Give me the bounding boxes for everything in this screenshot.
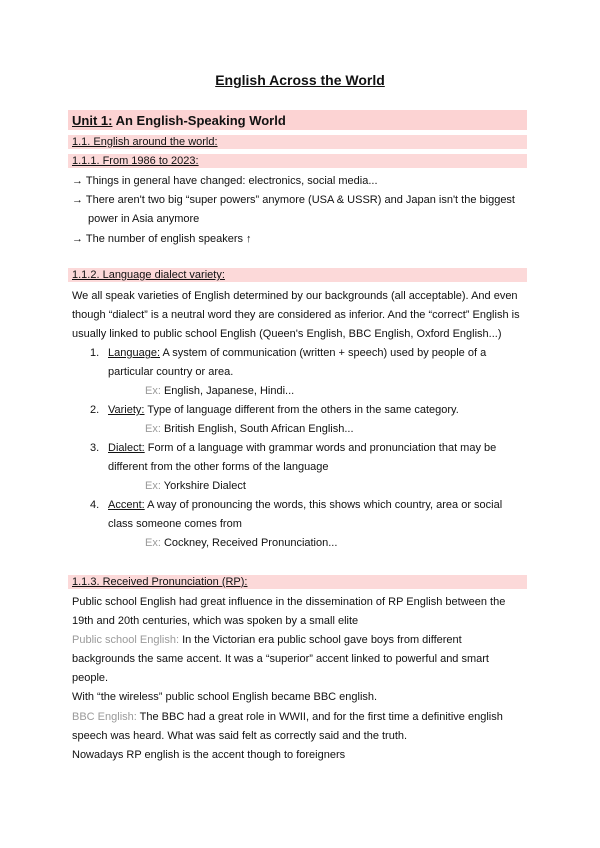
section-heading-1-1-1: 1.1.1. From 1986 to 2023: xyxy=(72,155,199,167)
paragraph-line: usually linked to public school English (Queen's English, BBC English, Oxford English...) xyxy=(72,328,502,340)
example xyxy=(145,536,337,550)
paragraph-line: backgrounds the same accent. It was a “superior” accent linked to powerful and smart xyxy=(72,653,489,665)
paragraph-line xyxy=(72,710,503,724)
term: Variety: xyxy=(108,404,145,416)
section-heading-1-1-2: 1.1.2. Language dialect variety: xyxy=(72,269,225,281)
inline-text: In the Victorian era public school gave boys from different xyxy=(179,634,462,646)
inline-label: Public school English: xyxy=(72,634,180,646)
bullet-line: → The number of english speakers ↑ xyxy=(72,233,252,245)
definition: A system of communication (written + speech) used by people of a xyxy=(160,347,487,359)
list-item xyxy=(108,498,502,512)
term: Language: xyxy=(108,347,160,359)
term: Accent: xyxy=(108,499,145,511)
list-item-continuation: class someone comes from xyxy=(108,518,242,530)
example-text: British English, South African English... xyxy=(160,423,354,435)
inline-text: The BBC had a great role in WWII, and for the first time a definitive english xyxy=(136,711,503,723)
unit-title: An English-Speaking World xyxy=(112,113,286,128)
unit-label: Unit 1: xyxy=(72,113,113,128)
list-item xyxy=(108,346,486,360)
example-label: Ex: xyxy=(145,385,161,397)
bullet-line: power in Asia anymore xyxy=(88,213,200,225)
document-title: English Across the World xyxy=(215,72,385,88)
list-number: 2. xyxy=(90,404,100,416)
bullet-line: → Things in general have changed: electronics, social media... xyxy=(72,175,378,187)
example-text: Cockney, Received Pronunciation... xyxy=(160,537,338,549)
paragraph-line: With “the wireless” public school English became BBC english. xyxy=(72,691,378,703)
example-label: Ex: xyxy=(145,423,161,435)
list-item-continuation: different from the other forms of the language xyxy=(108,461,329,473)
list-number: 4. xyxy=(90,499,100,511)
definition: Type of language different from the others in the same category. xyxy=(144,404,459,416)
example xyxy=(145,479,246,493)
list-item xyxy=(108,441,496,455)
term: Dialect: xyxy=(108,442,145,454)
inline-label: BBC English: xyxy=(72,711,137,723)
paragraph-line: Public school English had great influence in the dissemination of RP English between the xyxy=(72,596,506,608)
paragraph-line xyxy=(72,633,462,647)
list-number: 1. xyxy=(90,347,100,359)
bullet-line: → There aren't two big “super powers” anymore (USA & USSR) and Japan isn't the biggest xyxy=(72,194,515,206)
paragraph-line: Nowadays RP english is the accent though to foreigners xyxy=(72,749,346,761)
paragraph-line: people. xyxy=(72,672,109,684)
section-heading-1-1-3: 1.1.3. Received Pronunciation (RP): xyxy=(72,576,248,588)
example-label: Ex: xyxy=(145,480,161,492)
list-item xyxy=(108,403,459,417)
example-label: Ex: xyxy=(145,537,161,549)
paragraph-line: though “dialect” is a neutral word they are considered as inferior. And the “correct” English is xyxy=(72,309,520,321)
example-text: Yorkshire Dialect xyxy=(160,480,246,492)
unit-heading xyxy=(72,113,286,128)
example-text: English, Japanese, Hindi... xyxy=(160,385,295,397)
example xyxy=(145,384,294,398)
definition: Form of a language with grammar words and pronunciation that may be xyxy=(144,442,497,454)
paragraph-line: 19th and 20th centuries, which was spoken by a small elite xyxy=(72,615,359,627)
paragraph-line: speech was heard. What was said felt as correctly said and the truth. xyxy=(72,730,408,742)
example xyxy=(145,422,354,436)
paragraph-line: We all speak varieties of English determined by our backgrounds (all acceptable). And even xyxy=(72,290,518,302)
list-item-continuation: particular country or area. xyxy=(108,366,234,378)
list-number: 3. xyxy=(90,442,100,454)
definition: A way of pronouncing the words, this shows which country, area or social xyxy=(144,499,503,511)
section-heading-1-1: 1.1. English around the world: xyxy=(72,136,218,148)
